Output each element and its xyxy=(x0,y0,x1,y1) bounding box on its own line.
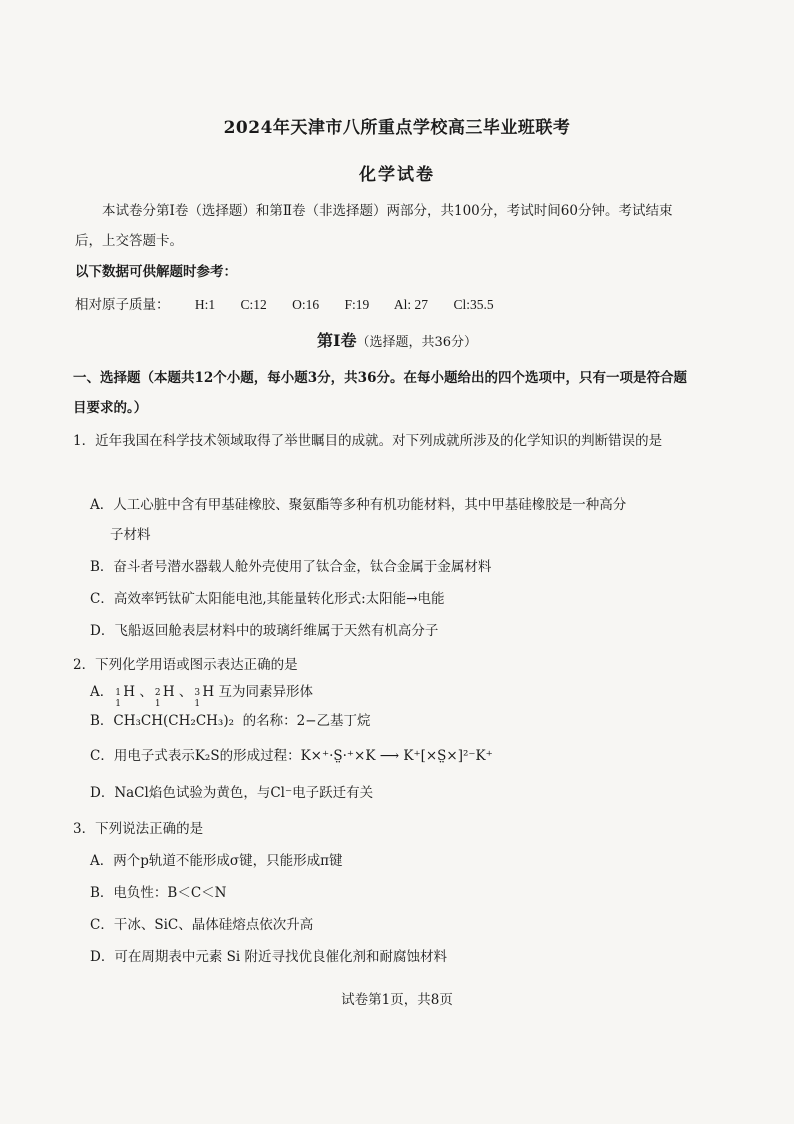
question-3-option-d: D．可在周期表中元素 Si 附近寻找优良催化剂和耐腐蚀材料 xyxy=(90,949,447,965)
q2-option-b-formula: B．CH₃CH(CH₂CH₃)₂ xyxy=(90,713,235,729)
q2-option-c-prefix: C．用电子式表示K₂S的形成过程： xyxy=(90,748,301,764)
question-2-option-b xyxy=(90,706,680,736)
mass-al: Al: 27 xyxy=(393,297,429,312)
question-1-option-c: C．高效率钙钛矿太阳能电池,其能量转化形式:太阳能→电能 xyxy=(90,591,445,607)
q2-option-a-prefix: A． xyxy=(90,684,114,700)
section-title: 第Ⅰ卷 xyxy=(316,331,357,350)
question-3-stem: 3．下列说法正确的是 xyxy=(73,821,204,837)
electron-formula-equation: K×⁺·S̤·⁺×K ⟶ K⁺[×S̤×]²⁻K⁺ xyxy=(300,748,493,764)
question-2-option-a: A． 1 1 H 、 2 1 H 、 3 1 H 互为同素异形体 xyxy=(90,684,313,709)
question-3-option-a: A．两个p轨道不能形成σ键，只能形成π键 xyxy=(90,853,343,869)
reference-label: 以下数据可供解题时参考： xyxy=(75,264,237,280)
q1-option-a-line2: 子材料 xyxy=(110,527,151,543)
isotope-h3: 3 1 xyxy=(194,688,201,709)
question-1-stem: 1．近年我国在科学技术领域取得了举世瞩目的成就。对下列成就所涉及的化学知识的判断错误的是 xyxy=(73,433,663,449)
isotope-h2: 2 1 xyxy=(154,688,161,709)
exam-subtitle: 化学试卷 xyxy=(359,165,435,185)
mass-o: O:16 xyxy=(292,297,320,312)
question-3-option-c: C．干冰、SiC、晶体硅熔点依次升高 xyxy=(90,917,314,933)
section-note: （选择题，共36分） xyxy=(356,335,478,350)
isotope-h1: 1 1 xyxy=(115,688,121,709)
question-3-option-b: B．电负性：B＜C＜N xyxy=(90,885,227,901)
question-2-option-c xyxy=(90,741,680,771)
question-2-stem: 2．下列化学用语或图示表达正确的是 xyxy=(73,657,298,673)
question-2-option-d: D．NaCl焰色试验为黄色，与Cl⁻电子跃迁有关 xyxy=(90,785,374,801)
exam-title: 2024年天津市八所重点学校高三毕业班联考 xyxy=(223,118,571,138)
page-footer: 试卷第1页，共8页 xyxy=(341,992,453,1008)
section-instruction: 一、选择题（本题共12个小题，每小题3分，共36分。在每小题给出的四个选项中，只有一项是符合题目要求的。） xyxy=(73,370,687,416)
atomic-masses xyxy=(75,293,516,313)
question-1-option-a xyxy=(90,490,680,550)
question-1-option-b: B．奋斗者号潜水器载人舱外壳使用了钛合金，钛合金属于金属材料 xyxy=(90,559,492,575)
masses-label: 相对原子质量： xyxy=(75,297,170,312)
mass-c: C:12 xyxy=(240,297,267,312)
q1-option-a-line1: A．人工心脏中含有甲基硅橡胶、聚氨酯等多种有机功能材料，其中甲基硅橡胶是一种高分 xyxy=(90,497,627,513)
q2-option-b-suffix: 的名称：2−乙基丁烷 xyxy=(242,713,371,729)
mass-h: H:1 xyxy=(194,297,216,312)
mass-cl: Cl:35.5 xyxy=(453,297,494,312)
q2-option-a-suffix: 互为同素异形体 xyxy=(218,684,313,700)
question-1-option-d: D．飞船返回舱表层材料中的玻璃纤维属于天然有机高分子 xyxy=(90,623,439,639)
section-heading xyxy=(0,328,794,351)
intro-paragraph: 本试卷分第Ⅰ卷（选择题）和第Ⅱ卷（非选择题）两部分，共100分，考试时间60分钟。考试结束后，上交答题卡。 xyxy=(75,203,673,249)
mass-f: F:19 xyxy=(344,297,370,312)
